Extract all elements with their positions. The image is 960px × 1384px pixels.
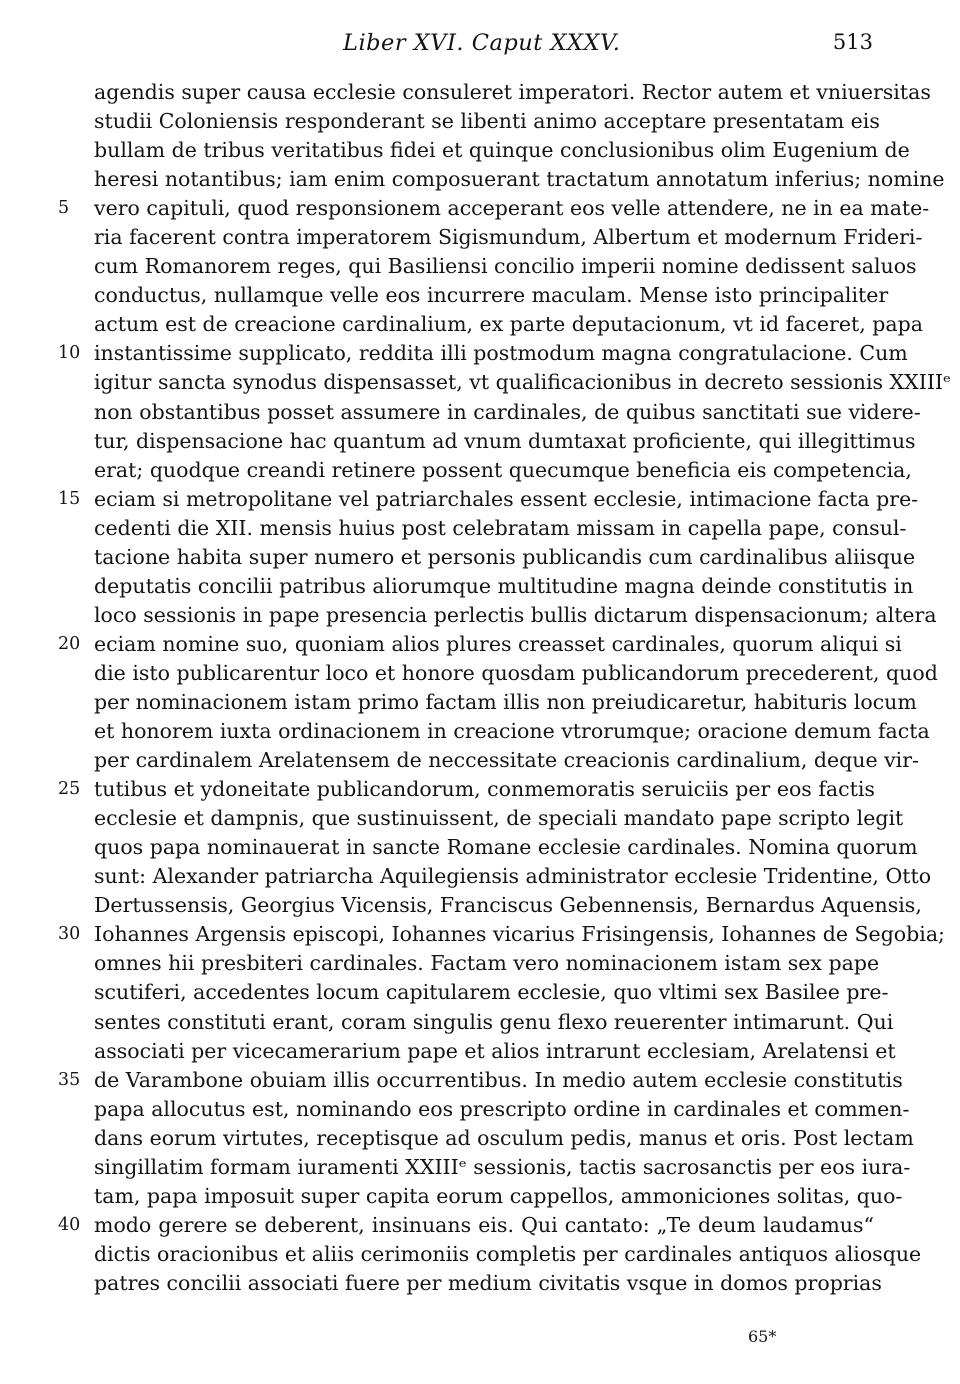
line-text: per nominacionem istam primo factam illis non preiudicaretur, habituris locum bbox=[94, 689, 917, 714]
text-line bbox=[94, 978, 889, 1007]
text-line bbox=[94, 310, 923, 339]
line-text: tutibus et ydoneitate publicandorum, conmemoratis seruiciis per eos factis bbox=[94, 777, 875, 802]
text-line bbox=[94, 1182, 903, 1211]
line-text: die isto publicarentur loco et honore quosdam publicandorum precederent, quod bbox=[94, 660, 938, 685]
line-text: dictis oracionibus et aliis cerimoniis completis per cardinales antiquos aliosque bbox=[94, 1241, 922, 1266]
text-line bbox=[94, 833, 918, 862]
line-text: vero capituli, quod responsionem acceperant eos velle attendere, ne in ea mate- bbox=[94, 196, 930, 221]
line-text: scutiferi, accedentes locum capitularem ecclesie, quo vltimi sex Basilee pre- bbox=[94, 980, 889, 1005]
text-line bbox=[58, 485, 919, 514]
text-line bbox=[94, 78, 931, 107]
line-text: eciam si metropolitane vel patriarchales essent ecclesie, intimacione facta pre- bbox=[94, 486, 919, 511]
text-line bbox=[94, 949, 880, 978]
text-line bbox=[94, 688, 917, 717]
line-text: modo gerere se deberent, insinuans eis. Qui cantato: „Te deum laudamus“ bbox=[94, 1212, 874, 1237]
text-line bbox=[94, 543, 916, 572]
line-text: erat; quodque creandi retinere possent quecumque beneficia eis competencia, bbox=[94, 457, 912, 482]
text-line bbox=[94, 514, 907, 543]
line-number: 25 bbox=[58, 779, 81, 800]
text-line bbox=[94, 1124, 914, 1153]
text-line bbox=[58, 920, 945, 949]
text-line bbox=[94, 1095, 910, 1124]
text-line bbox=[58, 1066, 903, 1095]
line-text: de Varambone obuiam illis occurrentibus. In medio autem ecclesie constitutis bbox=[94, 1067, 903, 1092]
line-number: 10 bbox=[58, 343, 81, 364]
text-line bbox=[94, 659, 938, 688]
line-text: eciam nomine suo, quoniam alios plures creasset cardinales, quorum aliqui si bbox=[94, 631, 902, 656]
text-line bbox=[94, 717, 930, 746]
text-line bbox=[94, 456, 912, 485]
page-number: 513 bbox=[832, 30, 873, 54]
line-text: tacione habita super numero et personis publicandis cum cardinalibus aliisque bbox=[94, 544, 916, 569]
text-line bbox=[94, 1153, 911, 1182]
line-number: 30 bbox=[58, 924, 81, 945]
line-number: 20 bbox=[58, 633, 81, 654]
line-text: quos papa nominauerat in sancte Romane ecclesie cardinales. Nomina quorum bbox=[94, 835, 918, 860]
line-text: deputatis concilii patribus aliorumque multitudine magna deinde constitutis in bbox=[94, 573, 914, 598]
line-text: omnes hii presbiteri cardinales. Factam vero nominacionem istam sex pape bbox=[94, 951, 880, 976]
running-header bbox=[0, 30, 960, 70]
text-line bbox=[58, 630, 902, 659]
body-text bbox=[58, 78, 951, 1298]
line-text: ecclesie et dampnis, que sustinuissent, de speciali mandato pape scripto legit bbox=[94, 806, 904, 831]
text-line bbox=[94, 107, 880, 136]
running-title: Liber XVI. Caput XXXV. bbox=[343, 30, 621, 56]
line-text: studii Coloniensis responderant se libenti animo acceptare presentatam eis bbox=[94, 109, 880, 134]
line-text: sunt: Alexander patriarcha Aquilegiensis administrator ecclesie Tridentine, Otto bbox=[94, 864, 932, 889]
text-line bbox=[94, 804, 904, 833]
text-line bbox=[94, 891, 922, 920]
line-text: igitur sancta synodus dispensasset, vt qualificacionibus in decreto sessionis XXIIIᵉ bbox=[94, 370, 951, 395]
line-text: non obstantibus posset assumere in cardinales, de quibus sanctitati sue videre- bbox=[94, 399, 921, 424]
text-line bbox=[94, 223, 923, 252]
line-text: dans eorum virtutes, receptisque ad osculum pedis, manus et oris. Post lectam bbox=[94, 1125, 914, 1150]
text-line bbox=[94, 281, 889, 310]
line-text: cedenti die XII. mensis huius post celebratam missam in capella pape, consul- bbox=[94, 515, 907, 540]
text-line bbox=[58, 339, 908, 368]
line-text: patres concilii associati fuere per medium civitatis vsque in domos proprias bbox=[94, 1270, 882, 1295]
line-text: associati per vicecamerarium pape et alios intrarunt ecclesiam, Arelatensi et bbox=[94, 1038, 896, 1063]
text-line bbox=[94, 398, 921, 427]
text-line bbox=[94, 601, 937, 630]
line-text: Dertussensis, Georgius Vicensis, Franciscus Gebennensis, Bernardus Aquensis, bbox=[94, 893, 922, 918]
text-line bbox=[94, 572, 914, 601]
line-text: bullam de tribus veritatibus fidei et quinque conclusionibus olim Eugenium de bbox=[94, 138, 910, 163]
text-line bbox=[94, 1240, 922, 1269]
line-text: per cardinalem Arelatensem de neccessitate creacionis cardinalium, deque vir- bbox=[94, 748, 919, 773]
text-line bbox=[94, 427, 916, 456]
line-text: conductus, nullamque velle eos incurrere maculam. Mense isto principaliter bbox=[94, 283, 889, 308]
text-line bbox=[58, 194, 930, 223]
line-text: tur, dispensacione hac quantum ad vnum dumtaxat proficiente, qui illegittimus bbox=[94, 428, 916, 453]
line-text: tam, papa imposuit super capita eorum cappellos, ammoniciones solitas, quo- bbox=[94, 1183, 903, 1208]
line-text: sentes constituti erant, coram singulis genu flexo reuerenter intimarunt. Qui bbox=[94, 1009, 894, 1034]
line-text: singillatim formam iuramenti XXIIIᵉ sessionis, tactis sacrosanctis per eos iura- bbox=[94, 1154, 911, 1179]
text-line bbox=[58, 775, 875, 804]
line-number: 5 bbox=[58, 198, 70, 219]
text-line bbox=[94, 746, 919, 775]
line-text: Iohannes Argensis episcopi, Iohannes vicarius Frisingensis, Iohannes de Segobia; bbox=[94, 922, 945, 947]
line-number: 40 bbox=[58, 1214, 81, 1235]
line-text: papa allocutus est, nominando eos prescripto ordine in cardinales et commen- bbox=[94, 1096, 910, 1121]
text-line bbox=[94, 252, 917, 281]
text-line bbox=[94, 1037, 896, 1066]
signature-mark: 65* bbox=[748, 1327, 777, 1346]
line-text: heresi notantibus; iam enim composuerant tractatum annotatum inferius; nomine bbox=[94, 167, 945, 192]
line-text: agendis super causa ecclesie consuleret imperatori. Rector autem et vniuersitas bbox=[94, 80, 931, 104]
text-line bbox=[94, 1269, 882, 1298]
line-number: 35 bbox=[58, 1069, 81, 1090]
text-line bbox=[94, 368, 951, 397]
line-number: 15 bbox=[58, 488, 81, 509]
text-line bbox=[94, 136, 910, 165]
text-line bbox=[94, 1008, 894, 1037]
line-text: instantissime supplicato, reddita illi postmodum magna congratulacione. Cum bbox=[94, 341, 908, 366]
text-line bbox=[58, 1211, 874, 1240]
line-text: ria facerent contra imperatorem Sigismundum, Albertum et modernum Frideri- bbox=[94, 225, 923, 250]
text-line bbox=[94, 165, 945, 194]
line-text: loco sessionis in pape presencia perlectis bullis dictarum dispensacionum; altera bbox=[94, 602, 937, 627]
line-text: cum Romanorem reges, qui Basiliensi concilio imperii nomine dedissent saluos bbox=[94, 254, 917, 279]
line-text: et honorem iuxta ordinacionem in creacione vtrorumque; oracione demum facta bbox=[94, 719, 930, 744]
text-line bbox=[94, 862, 932, 891]
line-text: actum est de creacione cardinalium, ex parte deputacionum, vt id faceret, papa bbox=[94, 312, 923, 337]
